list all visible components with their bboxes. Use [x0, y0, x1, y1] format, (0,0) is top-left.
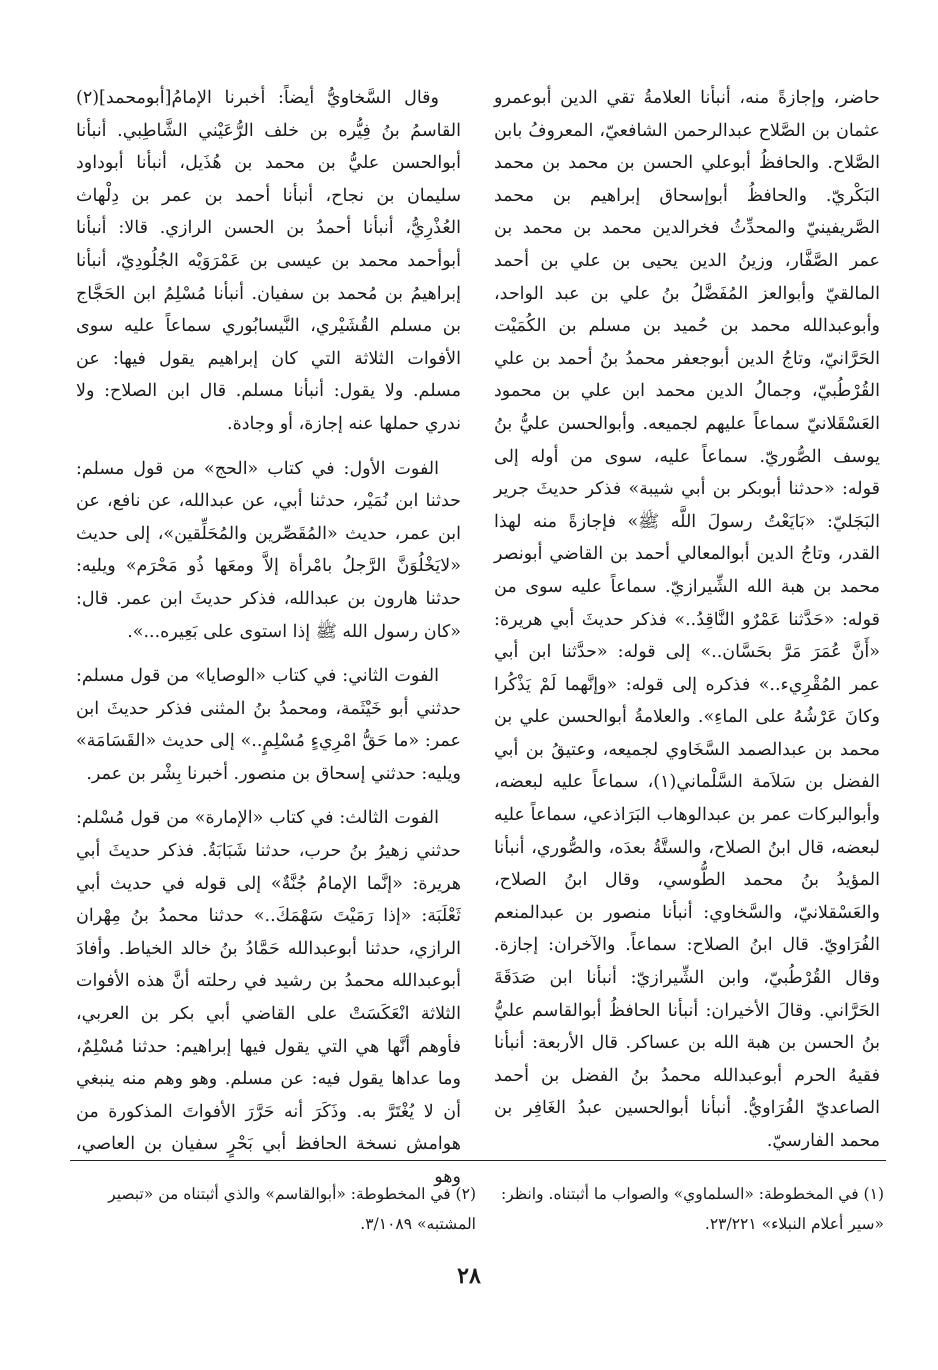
page-number: ٢٨ [457, 1263, 481, 1289]
paragraph-sakhawi-chain: وقال السَّخاويُّ أيضاً: أخبرنا الإمامُ[أبومحمد](٢) القاسمُ بنُ فِيُّره بن خلف الرُّعَيْني الشَّاطِبي. أنبأنا أبوالحسن عليُّ بن محمد بن هُذَيل، أنبأنا أبوداود سليمان بن نجاح، أنبأنا أحمد بن عمر بن دِلْهاث العُذْرِيُّ، أنبأنا أحمدُ بن الحسن الرازي. قالا: أنبأنا أبوأحمد محمد بن عيسى بن عَمْرَوَيْه الجُلُودِيّ، أنبأنا إبراهيمُ بن مُحمد بن سفيان. أنبأنا مُسْلِمُ ابن الحَجَّاج بن مسلم القُشَيْري، النَّيسابُوري سماعاً عليه سوى الأفوات الثلاثة التي كان إبراهيم يقول فيها: عن مسلم. ولا يقول: أنبأنا مسلم. قال ابن الصلاح: ولا ندري حملها عنه إجازة، أو وجادة. [76, 88, 461, 434]
paragraph-first-gap: الفوت الأول: في كتاب «الحج» من قول مسلم: حدثنا ابن نُمَيْر، حدثنا أبي، عن عبدالله، عن نافع، عن ابن عمر، حديث «المُقَصِّرين والمُحَلِّقين»، إلى حديث «لايَخْلُوَنَّ الرَّجلُ بامْرأة إلاَّ ومعَها ذُو مَحْرَم» ويليه: حدثنا هارون بن عبدالله، فذكر حديثَ ابن عمر. قال: «كان رسول الله ﷺ إذا استوى على بَعِيره...». [76, 458, 461, 642]
paragraph-second-gap: الفوت الثاني: في كتاب «الوصايا» من قول مسلم: حدثني أبو خَيْثَمة، ومحمدُ بنُ المثنى فذكر حديثَ ابن عمر: «ما حَقُّ امْرِيءٍ مُسْلِمٍ..» إلى حديث «القَسَامَة» ويليه: حدثني إسحاق بن منصور. أخبرنا بِشْر بن عمر. [76, 666, 461, 784]
right-text-column [494, 82, 880, 1158]
footnote-divider [70, 1160, 886, 1161]
right-column-paragraph: حاضر، وإجازةً منه، أنبأنا العلامةُ تقي الدين أبوعمرو عثمان بن الصَّلاح عبدالرحمن الشافعيّ، المعروفُ بابن الصَّلاح. والحافظُ أبوعلي الحسن بن محمد بن محمد البَكْريّ. والحافظُ أبوإسحاق إبراهيم بن محمد الصَّريفينيّ والمحدِّثُ فخرالدين محمد بن محمد بن عمر الصَّفَّار، وزينُ الدين يحيى بن علي بن أحمد المالقيّ وأبوالعز المُفَضَّلُ بنُ علي بن عبد الواحد، وأبوعبدالله محمد بن حُميد بن مسلم بن الكُمَيْت الحَرَّانيّ، وتاجُ الدين أبوجعفر محمدُ بنُ أحمد بن علي القُرْطُبيّ، وجمالُ الدين محمد ابن علي بن محمود العَسْقَلانيّ سماعاً عليهم لجميعه. وأبوالحسن عليُّ بنُ يوسف الصُّوريّ. سماعاً عليه، سوى من أوله إلى قوله: «حدثنا أبوبكر بن أبي شيبة» فذكر حديثَ جرير البَجَليّ: «بَايَعْتُ رسولَ اللَّه ﷺ» فإجازةً منه لهذا القدر، وتاجُ الدين أبوالمعالي أحمد بن القاضي أبونصر محمد بن هبة الله الشِّيرازيّ. سماعاً عليه سوى من قوله: «حَدَّثنا عَمْرٌو النَّاقِدُ..» فذكر حديثَ أبي هريرة: «أَنَّ عُمَرَ مَرَّ بحَسَّان..» إلى قوله: «حدَّثنا ابن أبي عمر المُقْرِيء..» فذكره إلى قوله: «وإنَّهما لَمْ يَذْكُرا وكانَ عَرْشُهُ على الماءِ». والعلامةُ أبوالحسن علي بن محمد بن عبدالصمد السَّخَاوي لجميعه، وعتيقُ بن أبي الفضل بن سَلاَمة السَّلْماني(١)، سماعاً عليه لبعضه، وأبوالبركات عمر بن عبدالوهاب البَرَاذعي، سماعاً عليه لبعضه، قال ابنُ الصلاح، والستَّةُ بعدَه، والصُّوري، أنبأنا المؤيدُ بنُ محمد الطُّوسي، وقال ابنُ الصلاح، والعَسْقلانيّ، والسَّخاوي: أنبأنا منصور بن عبدالمنعم الفُرَاويّ. قال ابنُ الصلاح: سماعاً. والآخران: إجازة. وقال القُرْطُبيّ، وابن الشِّيرازيّ: أنبأنا ابن صَدَقَةَ الحَرَّاني. وقالَ الأخيران: أنبأنا الحافظُ أبوالقاسم عليُّ بنُ الحسن بن هبة الله بن عساكر. قال الأربعة: أنبأنا فقيهُ الحرم أبوعبدالله محمدُ بنُ الفضل بن أحمد الصاعديّ الفُرَاويُّ. أنبأنا أبوالحسين عبدُ الغَافِر بن محمد الفارسيّ. [494, 88, 880, 1151]
footnote-1: (١) في المخطوطة: «السلماوي» والصواب ما أثبتناه. وانظر: «سير أعلام النبلاء» ٢٣/٢٢١. [501, 1185, 884, 1233]
left-text-column [76, 82, 461, 1194]
paragraph-third-gap: الفوت الثالث: في كتاب «الإمارة» من قول مُسْلم: حدثني زهيرُ بنُ حرب، حدثنا شَبَابَةُ. فذكر حديثَ أبي هريرة: «إنَّما الإمامُ جُنَّةٌ» إلى قوله في حديث أبي ثَعْلَبَة: «إذا رَمَيْتَ سَهْمَكَ..» حدثنا محمدُ بنُ مِهْران الرازي، حدثنا أبوعبدالله حَمَّادُ بنُ خالد الخياط. وأفادَ أبوعبدالله محمدُ بن رشيد في رحلته أنَّ هذه الأفوات الثلاثة انْعَكَسَتْ على القاضي أبي بكر بن العربي، فأوهم أنَّها هي التي يقول فيها إبراهيم: حدثنا مُسْلِمٌ، وما عداها يقول فيه: عن مسلم. وهو وهم منه ينبغي أن لا يُغْتَرَّ به. وذَكَرَ أنه حَرَّرَ الأفواتَ المذكورة من هوامش نسخة الحافظ أبي بَحْرٍ سفيان بن العاصي، وهو [76, 808, 461, 1187]
footnote-2: (٢) في المخطوطة: «أبوالقاسم» والذي أثبتناه من «تبصير المشتبه» ٣/١٠٨٩. [108, 1185, 476, 1233]
